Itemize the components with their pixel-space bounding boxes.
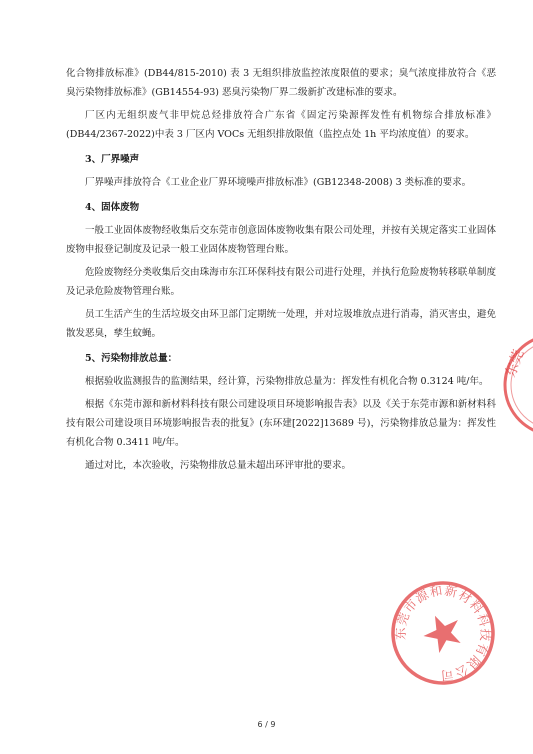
- company-seal: [388, 578, 498, 688]
- seal-star-icon: [418, 608, 467, 656]
- paragraph-9: 通过对比，本次验收，污染物排放总量未超出环评审批的要求。: [85, 460, 352, 471]
- document-body: [66, 64, 496, 475]
- heading-noise: 3、厂界噪声: [85, 154, 140, 165]
- heading-total-emissions: 5、污染物排放总量：: [85, 353, 178, 364]
- paragraph-1: 化合物排放标准》(DB44/815-2010) 表 3 无组织排放监控浓度限值的要求；臭气浓度排放符合《恶臭污染物排放标准》(GB14554-93) 恶臭污染物厂界二级新扩改建标准的要求。: [66, 68, 496, 98]
- paragraph-8: 根据《东莞市源和新材料科技有限公司建设项目环境影响报告表》以及《关于东莞市源和新材料科技有限公司建设项目环境影响报告表的批复》(东环建[2022]13689 号)，污染物排放总量为：挥发性有机化合物 0.3411 吨/年。: [66, 399, 496, 448]
- edge-seal-text: 东莞: [502, 347, 528, 380]
- seal-text: 东莞市源和新材料科技有限公司: [392, 582, 494, 684]
- paragraph-7: 根据验收监测报告的监测结果，经计算，污染物排放总量为：挥发性有机化合物 0.3124 吨/年。: [85, 376, 489, 387]
- paragraph-2: 厂区内无组织废气非甲烷总烃排放符合广东省《固定污染源挥发性有机物综合排放标准》(DB44/2367-2022)中表 3 厂区内 VOCs 无组织排放限值（监控点处 1h 平均浓度值）的要求。: [66, 110, 496, 140]
- paragraph-6: 员工生活产生的生活垃圾交由环卫部门定期统一处理，并对垃圾堆放点进行消毒，消灭害虫，避免散发恶臭，孳生蚊蝇。: [66, 309, 496, 339]
- paragraph-4: 一般工业固体废物经收集后交东莞市创意固体废物收集有限公司处理，并按有关规定落实工业固体废物申报登记制度及记录一般工业固体废物管理台账。: [66, 225, 496, 255]
- edge-seal: [500, 330, 533, 440]
- heading-solid-waste: 4、固体废物: [85, 202, 140, 213]
- paragraph-5: 危险废物经分类收集后交由珠海市东江环保科技有限公司进行处理，并执行危险废物转移联单制度及记录危险废物管理台账。: [66, 267, 496, 297]
- paragraph-3: 厂界噪声排放符合《工业企业厂界环境噪声排放标准》(GB12348-2008) 3 类标准的要求。: [85, 177, 472, 188]
- page-number: 6 / 9: [257, 720, 276, 729]
